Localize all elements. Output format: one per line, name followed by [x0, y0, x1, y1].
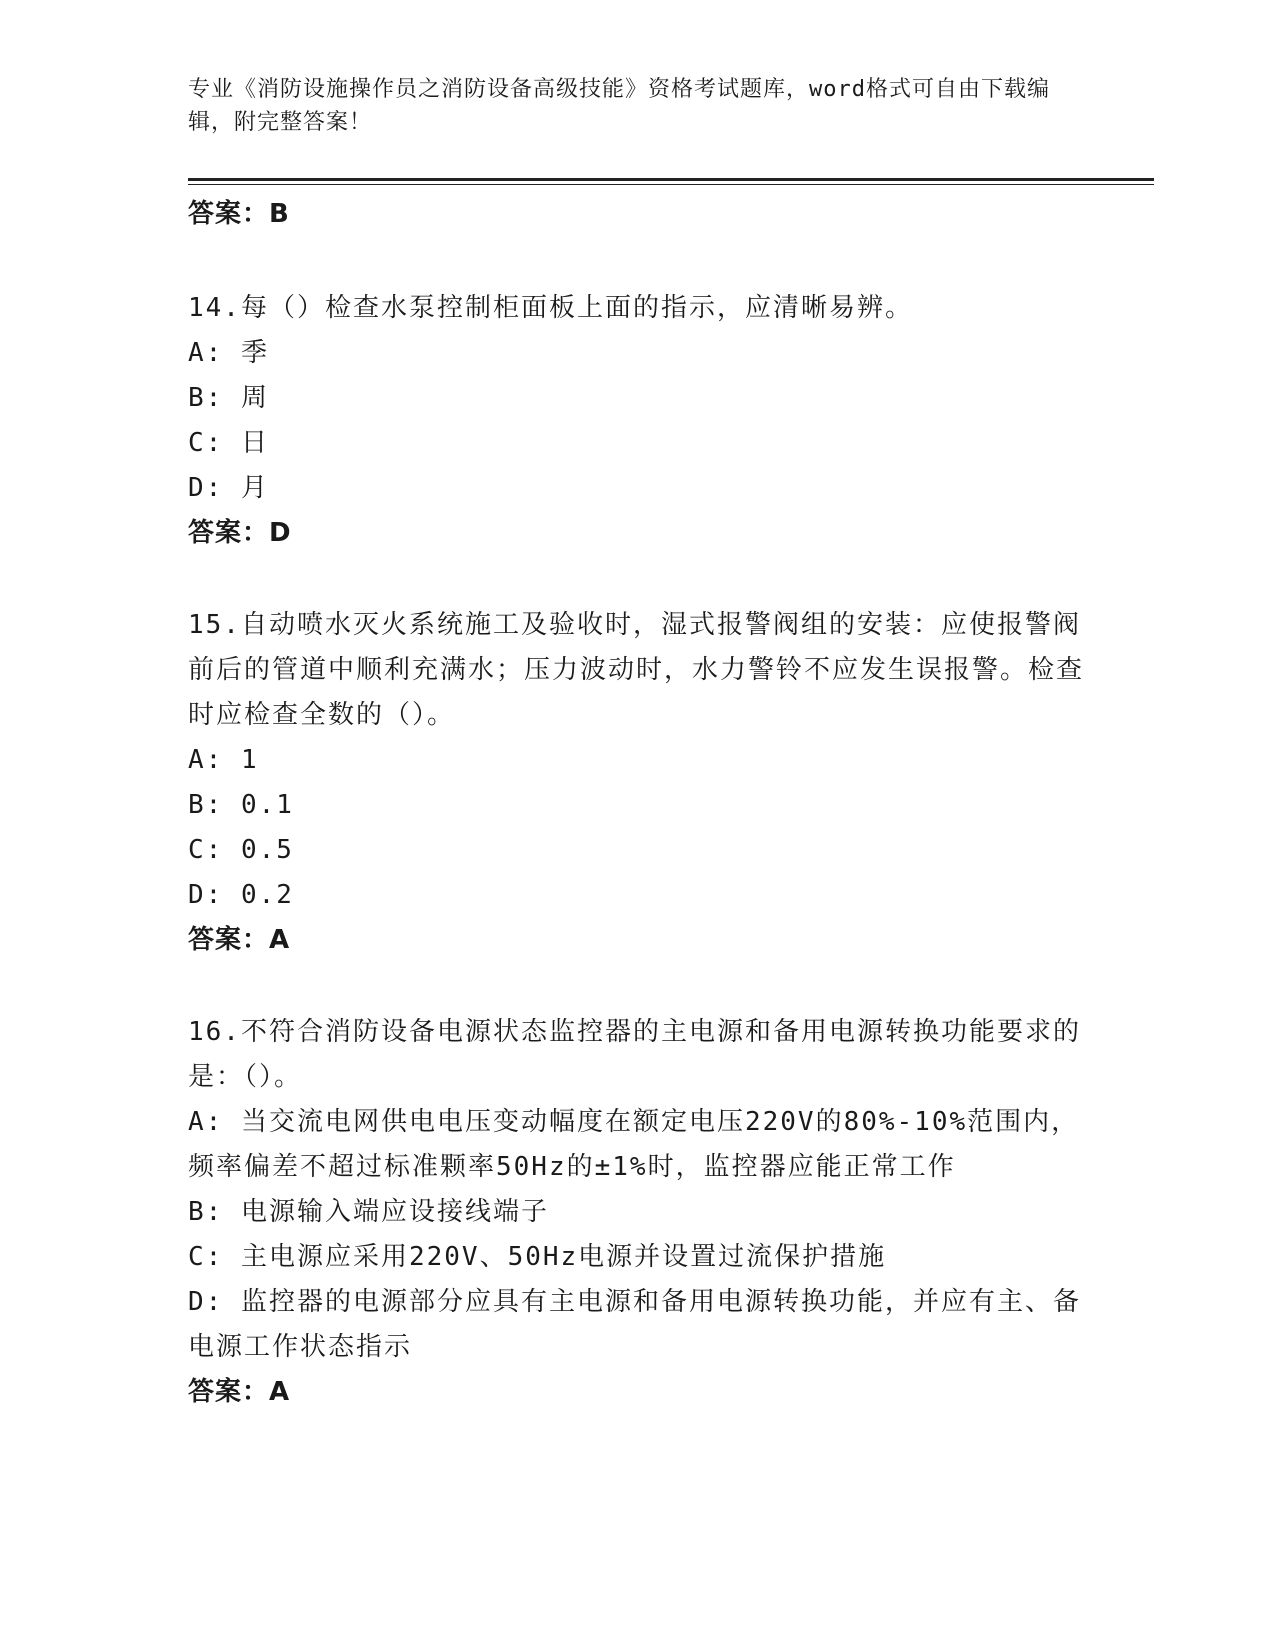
question-answer: 答案：D — [188, 518, 292, 548]
document-header: 专业《消防设施操作员之消防设备高级技能》资格考试题库，word格式可自由下载编辑，附完整答案！ — [188, 77, 1050, 135]
header-rule-thick — [188, 178, 1154, 181]
option-d: D: 监控器的电源部分应具有主电源和备用电源转换功能，并应有主、备电源工作状态指示 — [188, 1287, 1081, 1362]
option-c: C: 主电源应采用220V、50Hz电源并设置过流保护措施 — [188, 1242, 887, 1272]
option-b: B: 电源输入端应设接线端子 — [188, 1197, 549, 1227]
option-d: D: 0.2 — [188, 880, 294, 910]
answer-previous-question: 答案：B — [188, 199, 290, 229]
question-stem: 16.不符合消防设备电源状态监控器的主电源和备用电源转换功能要求的是：（）。 — [188, 1017, 1081, 1092]
question-list — [188, 190, 1088, 1414]
option-b: B: 0.1 — [188, 790, 294, 820]
question-stem: 14.每（）检查水泵控制柜面板上面的指示，应清晰易辨。 — [188, 293, 913, 323]
option-d: D: 月 — [188, 473, 269, 503]
question-stem: 15.自动喷水灭火系统施工及验收时，湿式报警阀组的安装：应使报警阀前后的管道中顺利充满水；压力波动时，水力警铃不应发生误报警。检查时应检查全数的（）。 — [188, 610, 1085, 730]
option-a: A: 季 — [188, 338, 269, 368]
option-c: C: 0.5 — [188, 835, 294, 865]
question-15 — [188, 603, 1088, 962]
option-c: C: 日 — [188, 428, 269, 458]
question-answer: 答案：A — [188, 925, 291, 955]
question-answer: 答案：A — [188, 1377, 291, 1407]
question-14 — [188, 286, 1088, 555]
option-a: A: 1 — [188, 745, 259, 775]
option-b: B: 周 — [188, 383, 269, 413]
question-16 — [188, 1010, 1088, 1414]
header-rule-thin — [188, 184, 1154, 185]
option-a: A: 当交流电网供电电压变动幅度在额定电压220V的80%-10%范围内，频率偏差不超过标准颗率50Hz的±1%时，监控器应能正常工作 — [188, 1107, 1080, 1182]
